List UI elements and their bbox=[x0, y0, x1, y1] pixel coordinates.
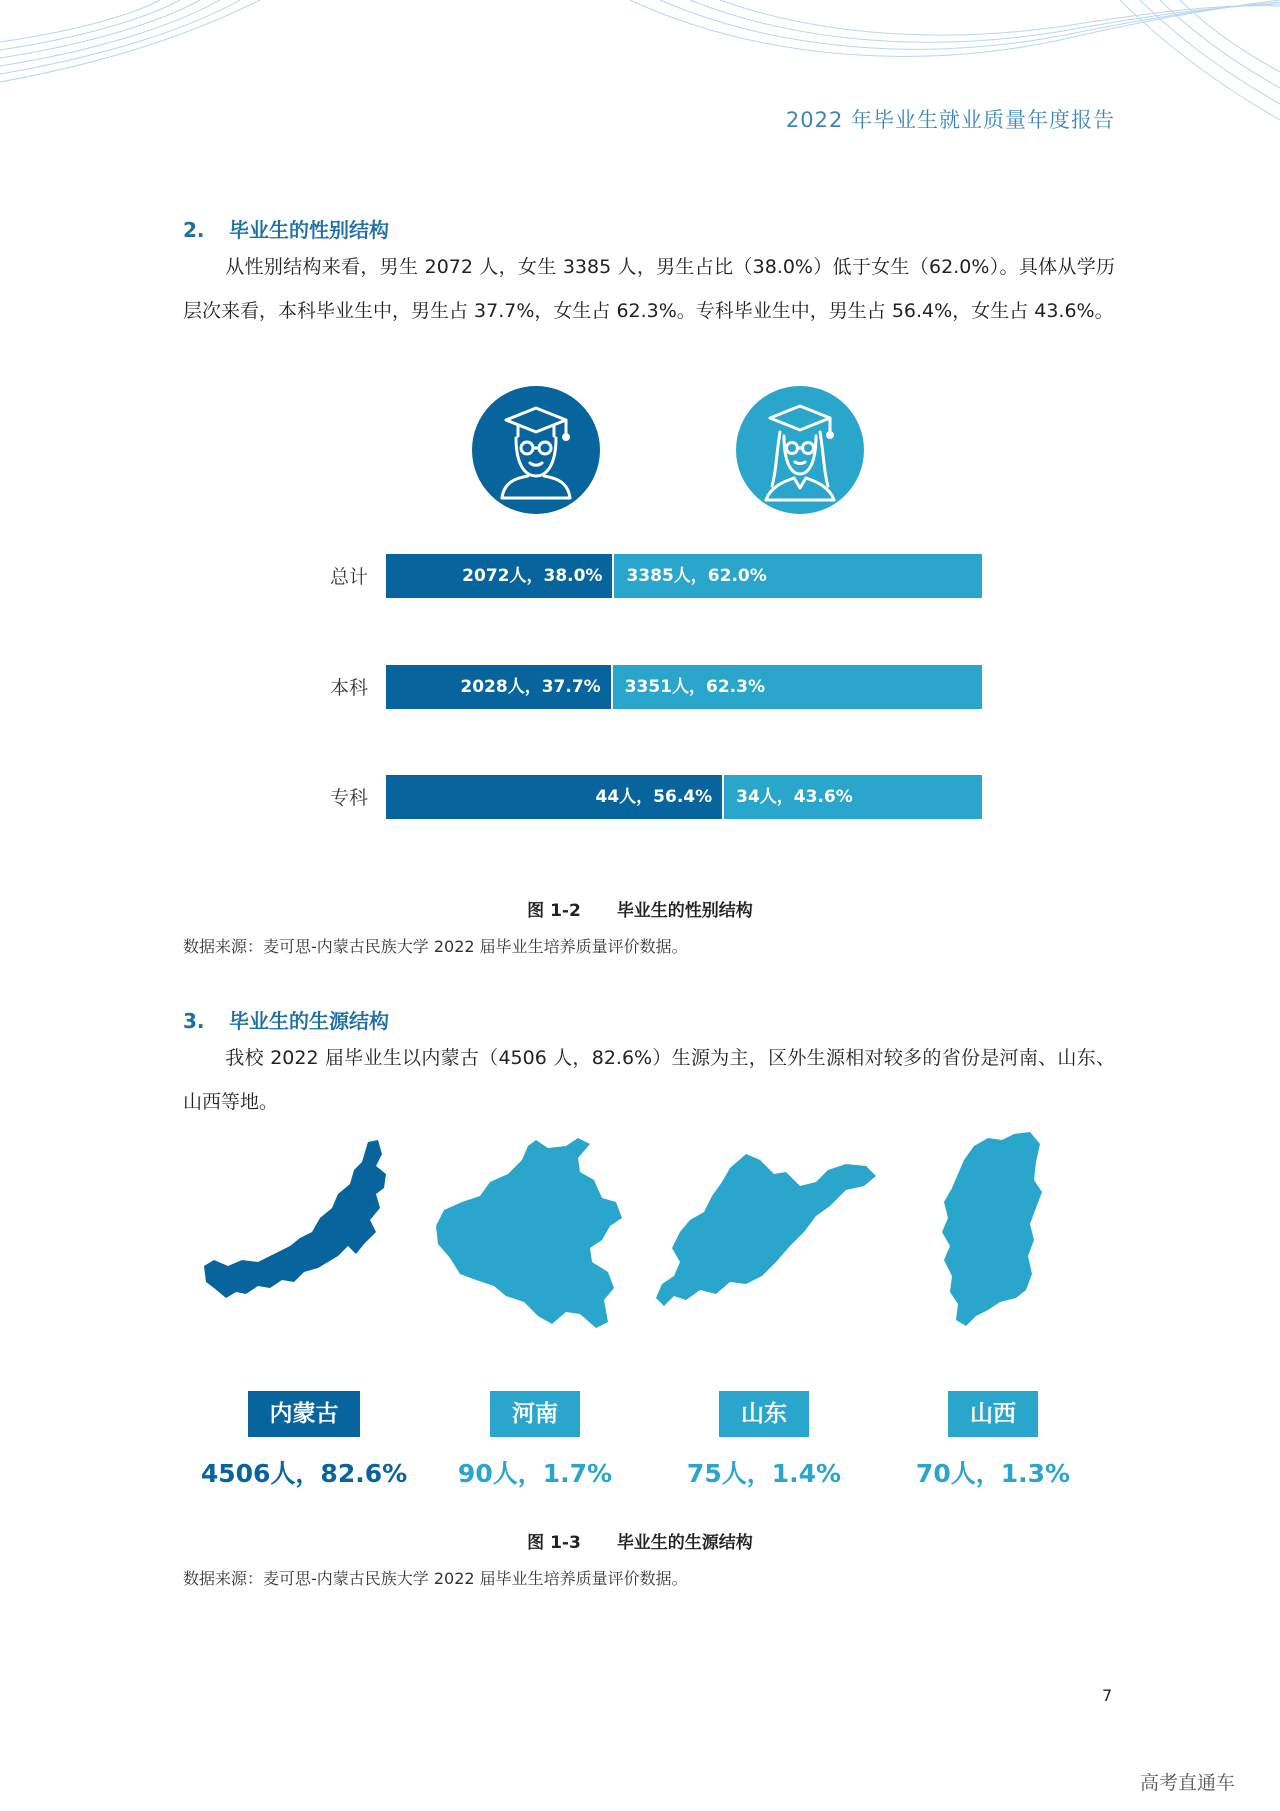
inner-mongolia-map-icon bbox=[200, 1136, 410, 1326]
watermark-text: 高考直通车 bbox=[1140, 1772, 1236, 1794]
bar-row-junior-college bbox=[386, 775, 982, 819]
origin-paragraph-text: 我校 2022 届毕业生以内蒙古（4506 人，82.6%）生源为主，区外生源相对较多的省份是河南、山东、山西等地。 bbox=[183, 1047, 1115, 1113]
bar-segment-male: 44人，56.4% bbox=[386, 775, 722, 819]
figure-number: 图 1-3 bbox=[527, 1533, 581, 1553]
section-title: 毕业生的生源结构 bbox=[229, 1009, 389, 1033]
province-badge-inner-mongolia: 内蒙古 bbox=[248, 1391, 360, 1437]
male-graduate-icon bbox=[472, 386, 600, 514]
shandong-map-icon bbox=[650, 1150, 880, 1326]
section-heading-gender bbox=[183, 214, 389, 243]
henan-map-icon bbox=[432, 1136, 632, 1332]
bar-category-label: 总计 bbox=[329, 566, 368, 588]
province-badge-shandong: 山东 bbox=[719, 1391, 809, 1437]
section-number: 3. bbox=[183, 1009, 205, 1033]
data-source-note: 数据来源：麦可思-内蒙古民族大学 2022 届毕业生培养质量评价数据。 bbox=[183, 937, 688, 956]
bar-category-label: 专科 bbox=[329, 787, 368, 809]
province-stat-shanxi: 70人，1.3% bbox=[915, 1459, 1071, 1488]
bar-category-label: 本科 bbox=[329, 677, 368, 699]
report-header-title: 2022 年毕业生就业质量年度报告 bbox=[785, 108, 1115, 132]
bar-row-undergraduate bbox=[386, 665, 982, 709]
figure-caption-1-2 bbox=[0, 896, 1280, 921]
section-title: 毕业生的性别结构 bbox=[229, 218, 389, 242]
bar-segment-male: 2072人，38.0% bbox=[386, 554, 612, 598]
page-number: 7 bbox=[1102, 1686, 1113, 1705]
origin-paragraph bbox=[183, 1036, 1115, 1124]
province-stat-shandong: 75人，1.4% bbox=[686, 1459, 842, 1488]
province-badge-henan: 河南 bbox=[490, 1391, 580, 1437]
shanxi-map-icon bbox=[934, 1130, 1052, 1336]
bar-segment-female: 34人，43.6% bbox=[722, 775, 982, 819]
section-number: 2. bbox=[183, 218, 205, 242]
bar-row-total bbox=[386, 554, 982, 598]
figure-title: 毕业生的生源结构 bbox=[616, 1533, 753, 1553]
figure-caption-1-3 bbox=[0, 1528, 1280, 1553]
female-graduate-icon bbox=[736, 386, 864, 514]
bar-segment-female: 3385人，62.0% bbox=[612, 554, 982, 598]
bar-segment-female: 3351人，62.3% bbox=[611, 665, 982, 709]
figure-title: 毕业生的性别结构 bbox=[616, 901, 753, 921]
section-heading-origin bbox=[183, 1005, 389, 1034]
province-stat-inner-mongolia: 4506人，82.6% bbox=[200, 1459, 408, 1488]
data-source-note: 数据来源：麦可思-内蒙古民族大学 2022 届毕业生培养质量评价数据。 bbox=[183, 1569, 688, 1588]
province-stat-henan: 90人，1.7% bbox=[457, 1459, 613, 1488]
province-badge-shanxi: 山西 bbox=[948, 1391, 1038, 1437]
figure-number: 图 1-2 bbox=[527, 901, 581, 921]
gender-paragraph bbox=[183, 245, 1115, 333]
bar-segment-male: 2028人，37.7% bbox=[386, 665, 611, 709]
gender-paragraph-text: 从性别结构来看，男生 2072 人，女生 3385 人，男生占比（38.0%）低于女生（62.0%）。具体从学历层次来看，本科毕业生中，男生占 37.7%，女生占 62.3%。专科毕业生中，男生占 56.4%，女生占 43.6%。 bbox=[183, 256, 1115, 322]
